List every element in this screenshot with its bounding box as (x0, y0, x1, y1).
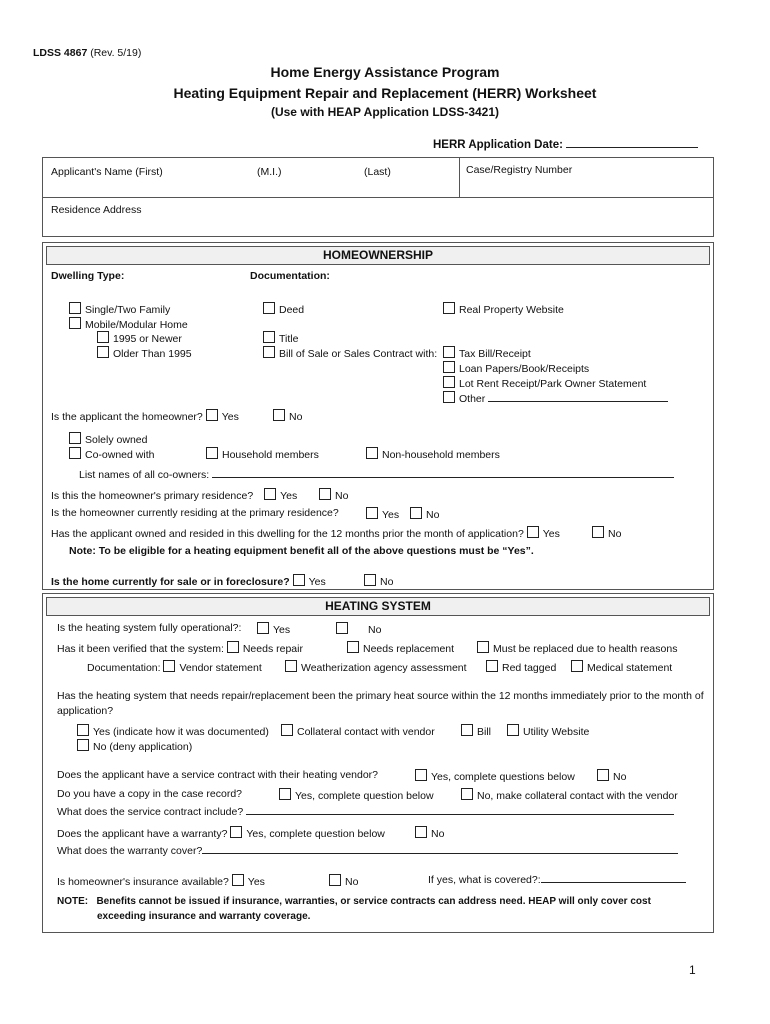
checkbox-icon[interactable] (461, 788, 473, 800)
checkbox-icon[interactable] (477, 641, 489, 653)
checkbox-icon[interactable] (232, 874, 244, 886)
checkbox-icon[interactable] (366, 447, 378, 459)
doc-lot-rent-label: Lot Rent Receipt/Park Owner Statement (459, 378, 647, 390)
documentation-label: Documentation: (250, 270, 330, 282)
utility-website[interactable] (507, 724, 589, 738)
utility-website-label: Utility Website (523, 726, 590, 738)
checkbox-icon[interactable] (443, 302, 455, 314)
warranty-no[interactable] (415, 826, 444, 840)
service-contract-no[interactable] (597, 769, 626, 783)
q-currently-residing-text: Is the homeowner currently residing at the primary residence? (51, 507, 339, 519)
weatherization-assessment[interactable] (285, 660, 467, 674)
checkbox-icon[interactable] (507, 724, 519, 736)
co-owners-label: List names of all co-owners: (79, 469, 210, 481)
non-household-label: Non-household members (382, 449, 500, 461)
form-id-line (33, 47, 141, 59)
no-label: No (368, 624, 382, 636)
q-primary-heat-line1: Has the heating system that needs repair/replacement been the primary heat source within the 12 months immediately prior to the month of (57, 690, 704, 702)
form-revision: (Rev. 5/19) (90, 47, 142, 59)
red-tagged[interactable] (486, 660, 556, 674)
doc-other-label: Other (459, 393, 486, 405)
solely-owned[interactable] (69, 432, 147, 446)
herr-date-field[interactable] (566, 147, 698, 148)
q-warranty-cover-text: What does the warranty cover? (57, 845, 203, 857)
applicant-last-name-label: (Last) (364, 166, 391, 178)
q-primary-residence-no[interactable] (319, 488, 348, 502)
checkbox-icon[interactable] (257, 622, 269, 634)
applicant-first-name-label: Applicant's Name (First) (51, 166, 163, 178)
case-registry-number-label: Case/Registry Number (466, 164, 573, 176)
service-contract-yes[interactable] (415, 769, 575, 783)
checkbox-icon[interactable] (263, 331, 275, 343)
checkbox-icon[interactable] (410, 507, 422, 519)
doc-bill[interactable] (461, 724, 491, 738)
q-operational-yes[interactable] (257, 622, 290, 636)
doc-lot-rent[interactable] (443, 376, 646, 390)
checkbox-icon[interactable] (527, 526, 539, 538)
case-number-divider (459, 157, 460, 197)
co-owned-label: Co-owned with (85, 449, 155, 461)
q-is-homeowner-text: Is the applicant the homeowner? (51, 411, 203, 423)
checkbox-icon[interactable] (285, 660, 297, 672)
dwelling-mobile-modular[interactable] (69, 317, 188, 331)
q-for-sale-no[interactable] (364, 574, 393, 588)
primary-heat-no[interactable] (77, 739, 192, 753)
note-text: : To be eligible for a heating equipment benefit all of the above questions must be “Yes”. (92, 545, 534, 557)
q-primary-residence-text: Is this the homeowner's primary residence? (51, 490, 254, 502)
doc-bill-of-sale[interactable] (263, 346, 437, 360)
no-label: No (289, 411, 303, 423)
red-tagged-label: Red tagged (502, 662, 557, 674)
checkbox-icon[interactable] (230, 826, 242, 838)
doc-real-property-website[interactable] (443, 302, 564, 316)
yes-indicate-label: Yes (indicate how it was documented) (93, 726, 269, 738)
checkbox-icon[interactable] (279, 788, 291, 800)
no-deny-label: No (deny application) (93, 741, 193, 753)
checkbox-icon[interactable] (263, 302, 275, 314)
q-operational-text: Is the heating system fully operational?: (57, 622, 242, 634)
q-warranty-cover (57, 845, 678, 857)
doc-tax-bill[interactable] (443, 346, 531, 360)
yes-label: Yes (542, 528, 560, 540)
q-currently-residing-yes[interactable] (366, 507, 399, 521)
checkbox-icon[interactable] (281, 724, 293, 736)
yes-label: Yes (247, 876, 265, 888)
no-label: No (380, 576, 394, 588)
dwelling-type-label: Dwelling Type: (51, 270, 125, 282)
doc-title[interactable] (263, 331, 298, 345)
checkbox-icon[interactable] (364, 574, 376, 586)
checkbox-icon[interactable] (336, 622, 348, 634)
q-operational-no[interactable] (336, 622, 381, 636)
q-operational (57, 622, 241, 634)
q-insurance (57, 874, 265, 888)
heating-note-label: NOTE: (57, 896, 89, 907)
heating-system-header: HEATING SYSTEM (46, 597, 710, 616)
no-collateral-label: No, make collateral contact with the vendor (477, 790, 678, 802)
q-insurance-text: Is homeowner's insurance available? (57, 876, 229, 888)
applicant-divider (42, 197, 713, 198)
checkbox-icon[interactable] (366, 507, 378, 519)
checkbox-icon[interactable] (69, 432, 81, 444)
q-contract-include (57, 806, 674, 818)
q-owned-12-months-no[interactable] (592, 526, 621, 540)
doc-loan-papers[interactable] (443, 361, 589, 375)
q-service-contract (57, 769, 378, 781)
q-owned-12-months-text: Has the applicant owned and resided in this dwelling for the 12 months prior the month of application? (51, 528, 524, 540)
checkbox-icon[interactable] (264, 488, 276, 500)
mobile-newer-label: 1995 or Newer (113, 333, 182, 345)
page-number: 1 (689, 963, 696, 977)
yes-label: Yes (280, 490, 298, 502)
no-label: No (608, 528, 622, 540)
checkbox-icon[interactable] (97, 346, 109, 358)
herr-application-date (433, 139, 698, 151)
q-contract-include-text: What does the service contract include? (57, 806, 244, 818)
form-title: Home Energy Assistance Program (270, 64, 500, 80)
health-reasons[interactable] (477, 641, 677, 655)
mobile-older-label: Older Than 1995 (113, 348, 192, 360)
doc-other-field[interactable] (488, 401, 668, 402)
q-service-contract-text: Does the applicant have a service contract with their heating vendor? (57, 769, 379, 781)
checkbox-icon[interactable] (69, 302, 81, 314)
co-owned-with[interactable] (69, 447, 154, 461)
checkbox-icon[interactable] (461, 724, 473, 736)
checkbox-icon[interactable] (592, 526, 604, 538)
yes-label: Yes (382, 509, 400, 521)
checkbox-icon[interactable] (263, 346, 275, 358)
yes-complete-question-label: Yes, complete question below (295, 790, 434, 802)
checkbox-icon[interactable] (443, 391, 455, 403)
checkbox-icon[interactable] (69, 317, 81, 329)
checkbox-icon[interactable] (443, 361, 455, 373)
doc-deed[interactable] (263, 302, 304, 316)
copy-yes[interactable] (279, 788, 434, 802)
checkbox-icon[interactable] (415, 826, 427, 838)
q-warranty-text: Does the applicant have a warranty? (57, 828, 228, 840)
needs-repair-label: Needs repair (242, 643, 303, 655)
q-primary-heat-line2: application? (57, 705, 114, 717)
applicant-mi-label: (M.I.) (257, 166, 282, 178)
checkbox-icon[interactable] (77, 724, 89, 736)
homeownership-header: HOMEOWNERSHIP (46, 246, 710, 265)
form-id: LDSS 4867 (33, 47, 88, 59)
yes-label: Yes (221, 411, 239, 423)
copy-no[interactable] (461, 788, 678, 802)
medical-statement-label: Medical statement (587, 662, 673, 674)
warranty-cover-field[interactable] (202, 853, 678, 854)
doc-bill-of-sale-label: Bill of Sale or Sales Contract with: (279, 348, 438, 360)
household-label: Household members (222, 449, 319, 461)
checkbox-icon[interactable] (163, 660, 175, 672)
insurance-no[interactable] (329, 874, 358, 888)
herr-date-label: HERR Application Date: (433, 139, 563, 151)
no-label: No (431, 828, 445, 840)
doc-other[interactable] (443, 391, 668, 405)
checkbox-icon[interactable] (69, 447, 81, 459)
q-is-homeowner-no[interactable] (273, 409, 302, 423)
doc-title-label: Title (279, 333, 299, 345)
checkbox-icon[interactable] (227, 641, 239, 653)
collateral-label: Collateral contact with vendor (297, 726, 435, 738)
warranty-yes-label: Yes, complete question below (246, 828, 385, 840)
checkbox-icon[interactable] (273, 409, 285, 421)
checkbox-icon[interactable] (415, 769, 427, 781)
no-label: No (335, 490, 349, 502)
co-owned-household[interactable] (206, 447, 319, 461)
heating-note-line1 (57, 896, 651, 907)
heating-note-line2: exceeding insurance and warranty coverage. (97, 911, 311, 922)
doc-real-property-label: Real Property Website (459, 304, 564, 316)
co-owners-field[interactable] (212, 477, 674, 478)
checkbox-icon[interactable] (319, 488, 331, 500)
q-for-sale-text: Is the home currently for sale or in foreclosure? (51, 576, 290, 588)
needs-replacement[interactable] (347, 641, 454, 655)
q-copy-text: Do you have a copy in the case record? (57, 788, 243, 800)
form-usage-note: (Use with HEAP Application LDSS-3421) (270, 105, 500, 119)
q-verified (57, 641, 303, 655)
q-for-sale (51, 574, 326, 588)
checkbox-icon[interactable] (443, 376, 455, 388)
checkbox-icon[interactable] (571, 660, 583, 672)
checkbox-icon[interactable] (486, 660, 498, 672)
doc-tax-bill-label: Tax Bill/Receipt (459, 348, 531, 360)
q-copy-in-record (57, 788, 242, 800)
no-label: No (426, 509, 440, 521)
yes-label: Yes (308, 576, 326, 588)
checkbox-icon[interactable] (77, 739, 89, 751)
collateral-contact[interactable] (281, 724, 435, 738)
checkbox-icon[interactable] (329, 874, 341, 886)
form-subtitle: Heating Equipment Repair and Replacement (HERR) Worksheet (173, 85, 597, 101)
primary-heat-yes[interactable] (77, 724, 269, 738)
doc-loan-label: Loan Papers/Book/Receipts (459, 363, 590, 375)
solely-owned-label: Solely owned (85, 434, 148, 446)
checkbox-icon[interactable] (347, 641, 359, 653)
q-warranty (57, 826, 385, 840)
doc-deed-label: Deed (279, 304, 305, 316)
checkbox-icon[interactable] (206, 447, 218, 459)
checkbox-icon[interactable] (293, 574, 305, 586)
vendor-statement-label: Vendor statement (179, 662, 262, 674)
residence-address-label: Residence Address (51, 204, 142, 216)
co-owners-list (79, 469, 674, 481)
q-owned-12-months (51, 526, 560, 540)
checkbox-icon[interactable] (97, 331, 109, 343)
dwelling-single-two-family[interactable] (69, 302, 170, 316)
mobile-1995-or-newer[interactable] (97, 331, 182, 345)
health-reasons-label: Must be replaced due to health reasons (493, 643, 678, 655)
bill-label: Bill (477, 726, 492, 738)
q-currently-residing-no[interactable] (410, 507, 439, 521)
no-label: No (345, 876, 359, 888)
dwelling-single-label: Single/Two Family (85, 304, 171, 316)
weatherization-label: Weatherization agency assessment (301, 662, 467, 674)
verification-doc-label: Documentation: (87, 662, 161, 674)
co-owned-non-household[interactable] (366, 447, 500, 461)
q-verified-text: Has it been verified that the system: (57, 643, 224, 655)
no-label: No (613, 771, 627, 783)
checkbox-icon[interactable] (443, 346, 455, 358)
checkbox-icon[interactable] (206, 409, 218, 421)
if-yes-covered-label: If yes, what is covered?: (428, 874, 541, 886)
dwelling-mobile-label: Mobile/Modular Home (85, 319, 188, 331)
yes-complete-questions-label: Yes, complete questions below (431, 771, 575, 783)
q-is-homeowner (51, 409, 239, 423)
needs-replacement-label: Needs replacement (363, 643, 455, 655)
eligibility-note (69, 545, 534, 557)
medical-statement[interactable] (571, 660, 672, 674)
contract-include-field[interactable] (246, 814, 674, 815)
q-primary-residence (51, 488, 297, 502)
mobile-older-than-1995[interactable] (97, 346, 192, 360)
insurance-coverage (428, 874, 686, 886)
heating-note-text1: Benefits cannot be issued if insurance, warranties, or service contracts can address need. HEAP will only cover cost (96, 896, 651, 907)
note-label: Note (69, 545, 93, 557)
checkbox-icon[interactable] (597, 769, 609, 781)
q-currently-residing (51, 507, 339, 519)
insurance-coverage-field[interactable] (541, 882, 686, 883)
yes-label: Yes (273, 624, 291, 636)
verification-documentation (87, 660, 262, 674)
